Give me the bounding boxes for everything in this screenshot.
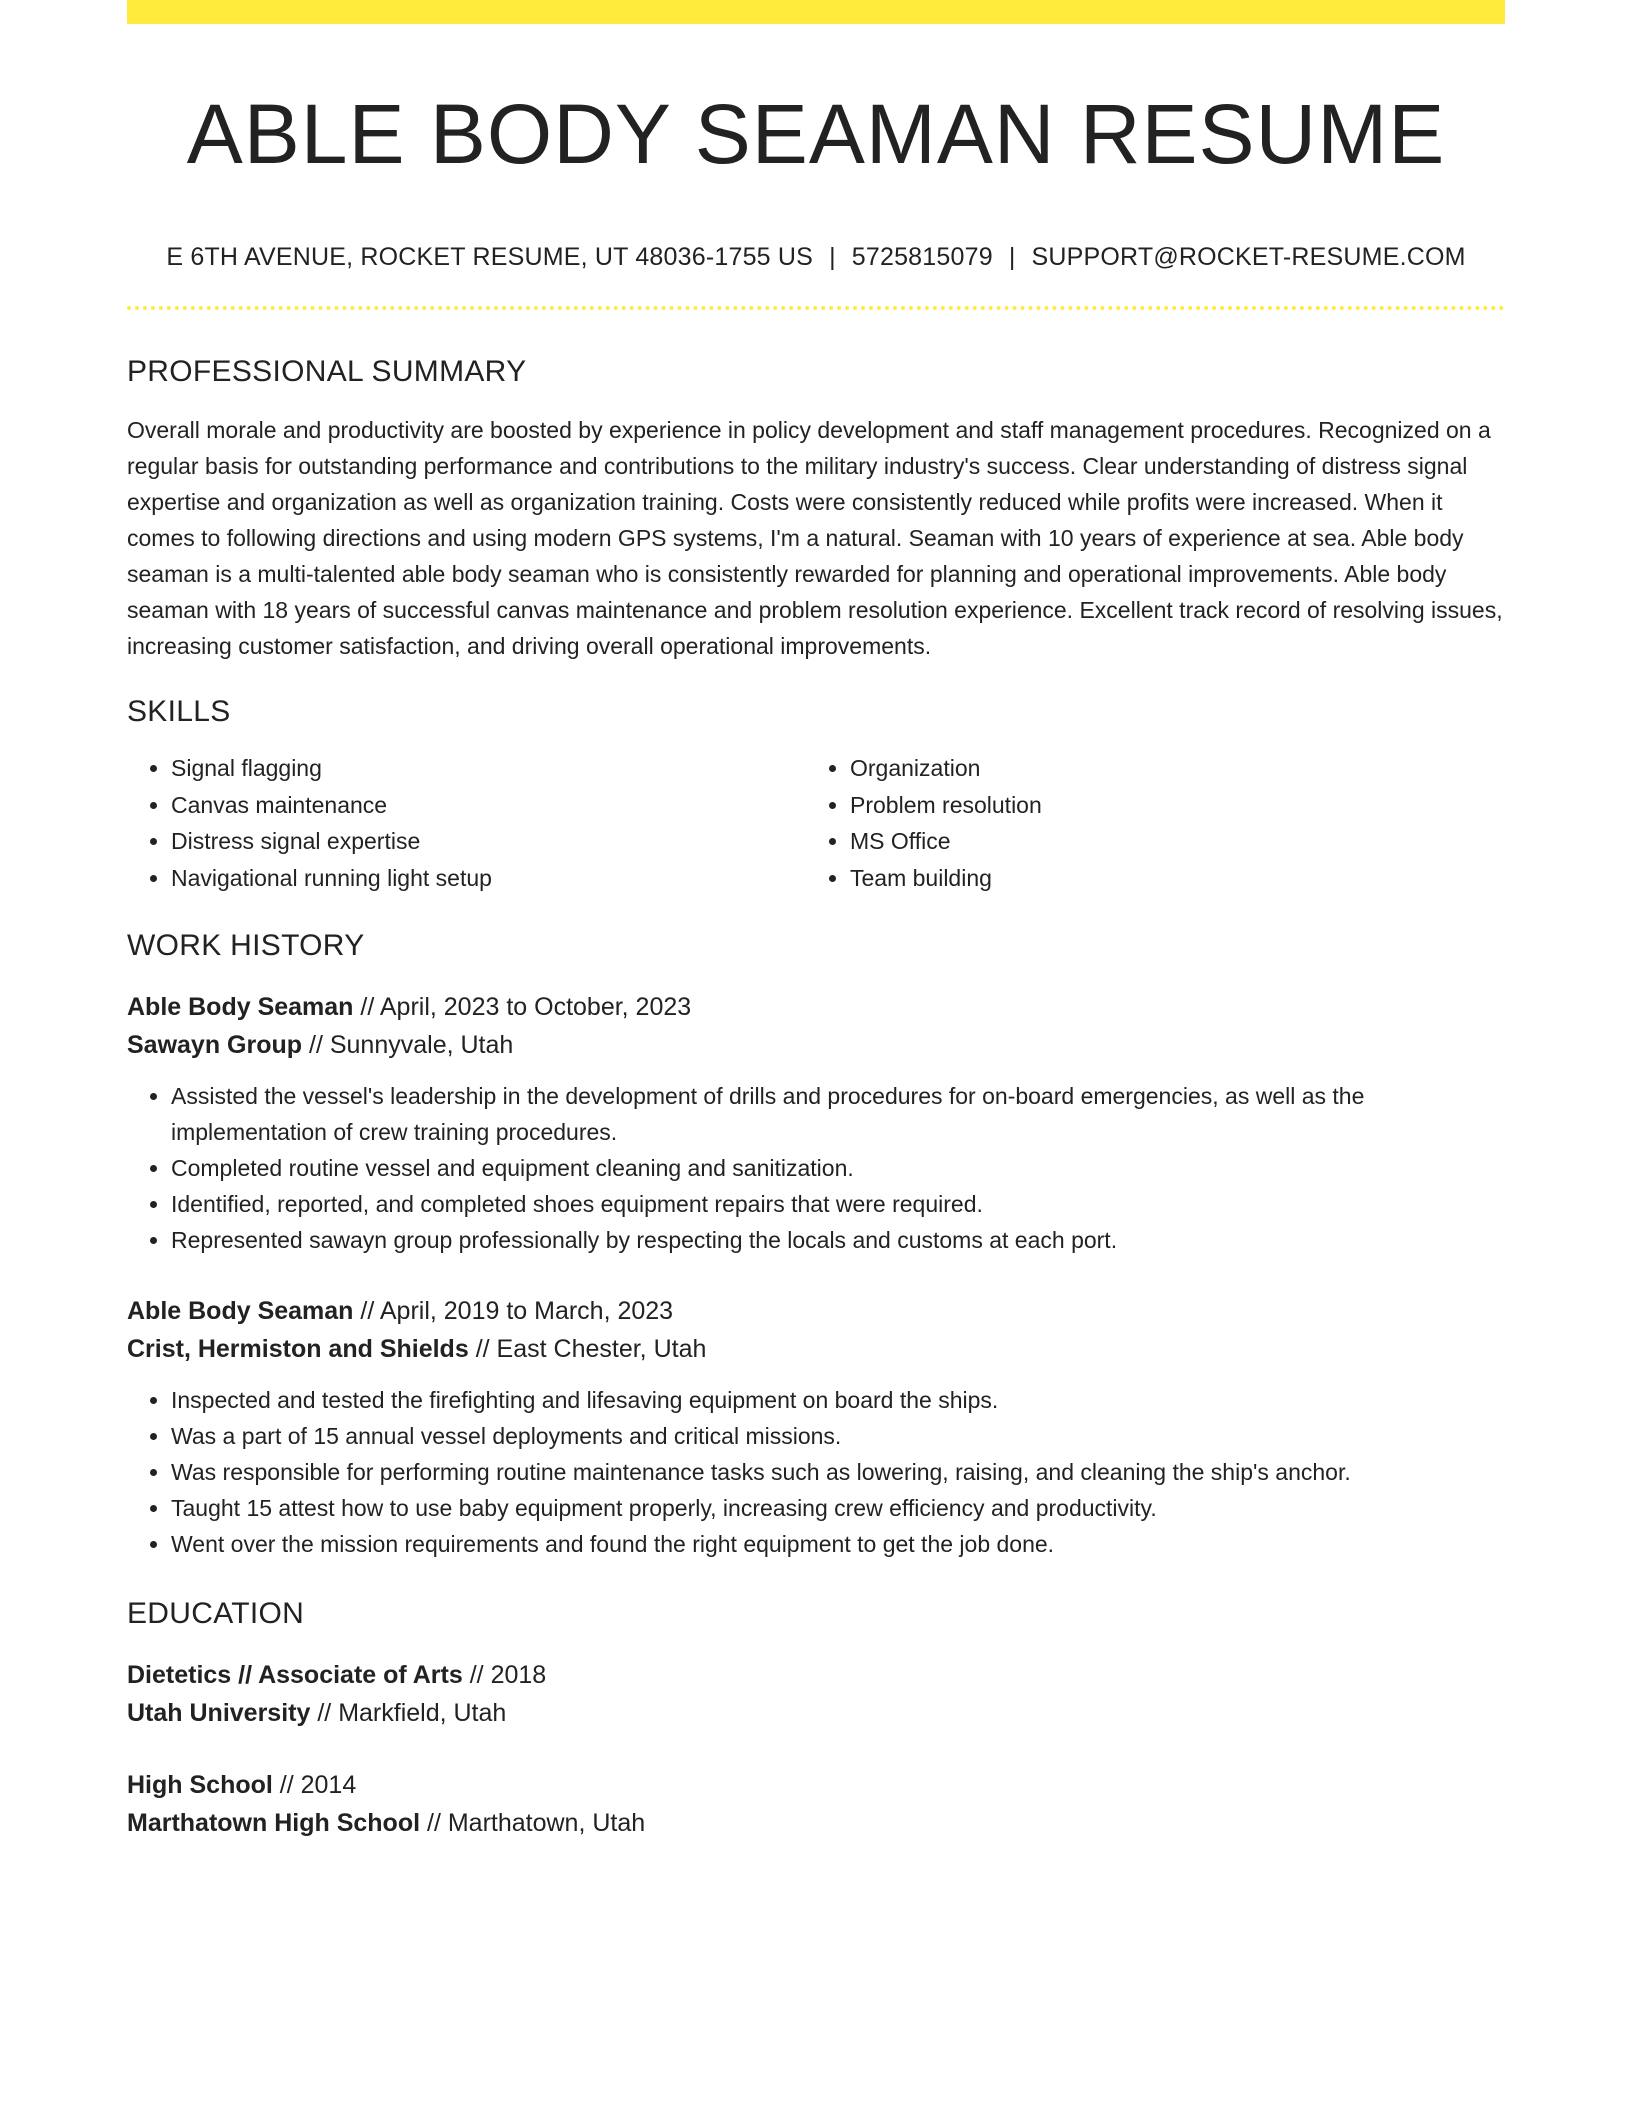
job-title: Able Body Seaman [127,1297,354,1325]
education-separator: // [462,1661,491,1689]
job-location: East Chester, Utah [496,1335,707,1363]
skills-column-right [806,750,1485,896]
resume-title: ABLE BODY SEAMAN RESUME [186,87,1446,181]
skill-item: • Team building [850,860,1485,897]
skills-column-left [127,750,806,896]
job-bullet: • Completed routine vessel and equipment cleaning and sanitization. [171,1150,1505,1186]
contact-email: SUPPORT@ROCKET-RESUME.COM [1031,243,1466,271]
contact-line [127,242,1505,272]
job-bullet: • Went over the mission requirements and found the right equipment to get the job done. [171,1526,1505,1562]
education-school-line [127,1804,1505,1842]
skill-item: • Problem resolution [850,787,1485,824]
job-title-line [127,1292,1505,1330]
skills-heading: SKILLS [127,695,231,728]
education-separator: // [310,1699,339,1727]
education-school-line [127,1694,1505,1732]
education-school: Utah University [127,1699,311,1727]
job-dates: April, 2019 to March, 2023 [379,1297,674,1325]
job-separator: // [353,993,380,1021]
job-bullet: • Represented sawayn group professionally by respecting the locals and customs at each port. [171,1222,1505,1258]
contact-separator: | [829,243,836,271]
education-location: Marthatown, Utah [447,1809,646,1837]
contact-address: E 6TH AVENUE, ROCKET RESUME, UT 48036-1755 US [166,243,814,271]
job-bullet: • Identified, reported, and completed shoes equipment repairs that were required. [171,1186,1505,1222]
job-bullets [127,1078,1505,1258]
education-location: Markfield, Utah [338,1699,507,1727]
job-title-line [127,988,1505,1026]
job-company-line [127,1330,1505,1368]
job-company-line [127,1026,1505,1064]
education-year: 2018 [490,1661,547,1689]
work-history-heading: WORK HISTORY [127,929,365,962]
skills-list [127,750,1505,896]
job-bullets [127,1382,1505,1562]
contact-phone: 5725815079 [851,243,993,271]
job-bullet: • Taught 15 attest how to use baby equipment properly, increasing crew efficiency and productivity. [171,1490,1505,1526]
education-entry [127,1656,1505,1732]
education-year: 2014 [300,1771,357,1799]
top-accent-bar [127,0,1505,24]
education-degree-line [127,1766,1505,1804]
resume-page [127,0,1505,1842]
job-bullet: • Assisted the vessel's leadership in the development of drills and procedures for on-board emergencies, as well as the implementation of crew training procedures. [171,1078,1505,1150]
education-heading: EDUCATION [127,1597,305,1630]
skill-item: • Canvas maintenance [171,787,806,824]
job-location: Sunnyvale, Utah [329,1031,514,1059]
job-title: Able Body Seaman [127,993,354,1021]
summary-text: Overall morale and productivity are boosted by experience in policy development and staff management procedures. Recognized on a regular basis for outstanding performance and contributions to the military industry's success. Clear understanding of distress signal expertise and organization as well as organization training. Costs were consistently reduced while profits were increased. When it comes to following directions and using modern GPS systems, I'm a natural. Seaman with 10 years of experience at sea. Able body seaman is a multi-talented able body seaman who is consistently rewarded for planning and operational improvements. Able body seaman with 18 years of successful canvas maintenance and problem resolution experience. Excellent track record of resolving issues, increasing customer satisfaction, and driving overall operational improvements. [127,417,1503,659]
job-separator: // [468,1335,497,1363]
job-dates: April, 2023 to October, 2023 [379,993,692,1021]
summary-heading: PROFESSIONAL SUMMARY [127,355,527,388]
education-separator: // [420,1809,448,1837]
job-separator: // [353,1297,380,1325]
education-degree: Dietetics // Associate of Arts [127,1661,463,1689]
job-bullet: • Was responsible for performing routine maintenance tasks such as lowering, raising, and cleaning the ship's anchor. [171,1454,1505,1490]
skill-item: • MS Office [850,823,1485,860]
skill-item: • Distress signal expertise [171,823,806,860]
contact-separator: | [1008,243,1016,271]
job-entry [127,1292,1505,1562]
job-entry [127,988,1505,1258]
job-bullet: • Inspected and tested the firefighting and lifesaving equipment on board the ships. [171,1382,1505,1418]
skill-item: • Navigational running light setup [171,860,806,897]
skill-item: • Signal flagging [171,750,806,787]
education-separator: // [272,1771,301,1799]
skill-item: • Organization [850,750,1485,787]
job-separator: // [302,1031,330,1059]
job-company: Sawayn Group [127,1031,303,1059]
header-divider [127,306,1505,310]
education-entry [127,1766,1505,1842]
job-bullet: • Was a part of 15 annual vessel deployments and critical missions. [171,1418,1505,1454]
education-degree: High School [127,1771,273,1799]
job-company: Crist, Hermiston and Shields [127,1335,469,1363]
education-school: Marthatown High School [127,1809,421,1837]
education-degree-line [127,1656,1505,1694]
